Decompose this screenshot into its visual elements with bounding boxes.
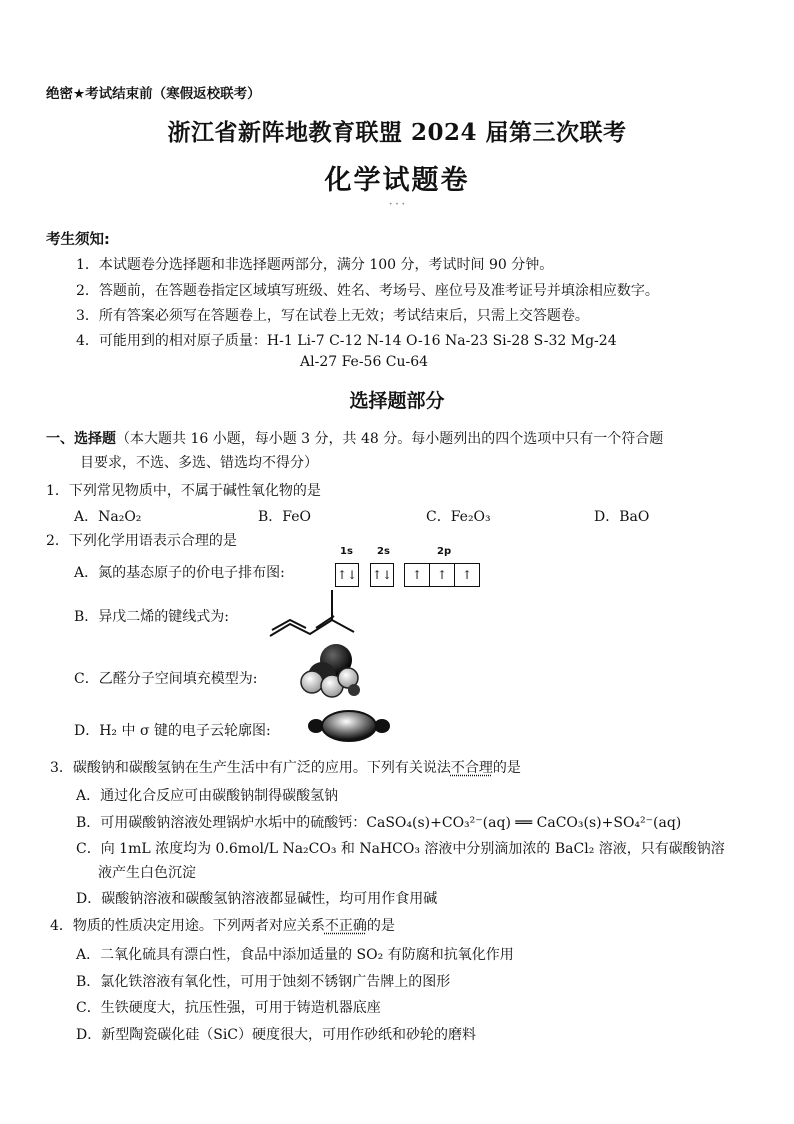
orbital-cell-2p-3: ↑ <box>461 568 473 582</box>
part1-label: 一、选择题 <box>46 431 116 447</box>
q4-stem-emphasis: 不正确 <box>324 918 367 934</box>
exam-title: 浙江省新阵地教育联盟 2024 届第三次联考 <box>167 119 627 146</box>
orbital-box-2s <box>370 563 394 587</box>
q4-option-b: B．氯化铁溶液有氧化性，可用于蚀刻不锈钢广告牌上的图形 <box>76 974 451 990</box>
q4-stem-post: 的是 <box>366 918 395 934</box>
confidential-notice: 绝密★考试结束前（寒假返校联考） <box>46 86 261 102</box>
q3-option-a: A．通过化合反应可由碳酸钠制得碳酸氢钠 <box>76 788 339 804</box>
orbital-label-1s: 1s <box>340 546 353 557</box>
orbital-label-2p: 2p <box>437 546 452 557</box>
exam-subtitle: 化学试题卷 <box>324 165 470 196</box>
orbital-cell-1s: ↑↓ <box>336 568 358 582</box>
orbital-box-2p <box>404 563 480 587</box>
isoprene-skeletal-formula <box>268 584 368 640</box>
q4-option-c: C．生铁硬度大，抗压性强，可用于铸造机器底座 <box>76 1000 381 1016</box>
q1-option-c: C．Fe₂O₃ <box>426 509 491 525</box>
q4-stem-pre: 4．物质的性质决定用途。下列两者对应关系 <box>50 918 325 934</box>
q2-option-d: D．H₂ 中 σ 键的电子云轮廓图: <box>74 723 271 739</box>
q4-stem <box>50 915 395 935</box>
q3-stem-pre: 3．碳酸钠和碳酸氢钠在生产生活中有广泛的应用。下列有关说法 <box>50 760 451 776</box>
q3-option-c: C．向 1mL 浓度均为 0.6mol/L Na₂CO₃ 和 NaHCO₃ 溶液中分别滴加浓的 BaCl₂ 溶液，只有碳酸钠溶 <box>76 841 725 857</box>
q2-option-b: B．异戊二烯的键线式为: <box>74 609 230 625</box>
q1-option-d: D．BaO <box>594 509 650 525</box>
q2-option-c: C．乙醛分子空间填充模型为: <box>74 671 258 687</box>
notice-heading: 考生须知: <box>46 232 110 248</box>
orbital-cell-2p-2: ↑ <box>430 564 455 586</box>
q1-option-b: B．FeO <box>258 509 311 525</box>
orbital-cell-2p-1: ↑ <box>405 564 430 586</box>
acetaldehyde-space-filling-model <box>296 640 368 700</box>
print-smudge: · · · <box>389 200 405 210</box>
orbital-cell-2s: ↑↓ <box>371 568 393 582</box>
part1-text-2: 目要求，不选、多选、错选均不得分） <box>80 455 318 471</box>
q2-option-a: A．氮的基态原子的价电子排布图: <box>74 565 285 581</box>
q4-option-a: A．二氧化硫具有漂白性，食品中添加适量的 SO₂ 有防腐和抗氧化作用 <box>76 947 514 963</box>
notice-item-3: 3．所有答案必须写在答题卷上，写在试卷上无效；考试结束后，只需上交答题卷。 <box>76 308 589 324</box>
q1-stem: 1．下列常见物质中，不属于碱性氧化物的是 <box>46 483 321 499</box>
q3-stem-emphasis: 不合理 <box>450 760 493 776</box>
q1-option-a: A．Na₂O₂ <box>74 509 142 525</box>
notice-item-4: 4．可能用到的相对原子质量：H-1 Li-7 C-12 N-14 O-16 Na-23 Si-28 S-32 Mg-24 <box>76 333 617 349</box>
part1-instructions <box>46 428 663 448</box>
q3-option-c-cont: 液产生白色沉淀 <box>98 865 196 881</box>
q4-option-d: D．新型陶瓷碳化硅（SiC）硬度很大，可用作砂纸和砂轮的磨料 <box>76 1027 477 1043</box>
q3-option-b: B．可用碳酸钠溶液处理锅炉水垢中的硫酸钙：CaSO₄(s)+CO₃²⁻(aq) ══ CaCO₃(s)+SO₄²⁻(aq) <box>76 815 682 831</box>
h2-sigma-orbital-diagram <box>306 708 392 744</box>
orbital-label-2s: 2s <box>377 546 390 557</box>
part1-text-1: （本大题共 16 小题，每小题 3 分，共 48 分。每小题列出的四个选项中只有一个符合题 <box>116 431 664 447</box>
notice-item-2: 2．答题前，在答题卷指定区域填写班级、姓名、考场号、座位号及准考证号并填涂相应数字。 <box>76 283 659 299</box>
notice-item-1: 1．本试题卷分选择题和非选择题两部分，满分 100 分，考试时间 90 分钟。 <box>76 257 554 273</box>
q3-stem <box>50 757 521 777</box>
q3-option-d: D．碳酸钠溶液和碳酸氢钠溶液都显碱性，均可用作食用碱 <box>76 891 438 907</box>
q3-stem-post: 的是 <box>492 760 521 776</box>
section-title: 选择题部分 <box>349 390 445 412</box>
notice-item-4-cont: Al-27 Fe-56 Cu-64 <box>300 354 429 370</box>
q2-stem: 2．下列化学用语表示合理的是 <box>46 533 237 549</box>
